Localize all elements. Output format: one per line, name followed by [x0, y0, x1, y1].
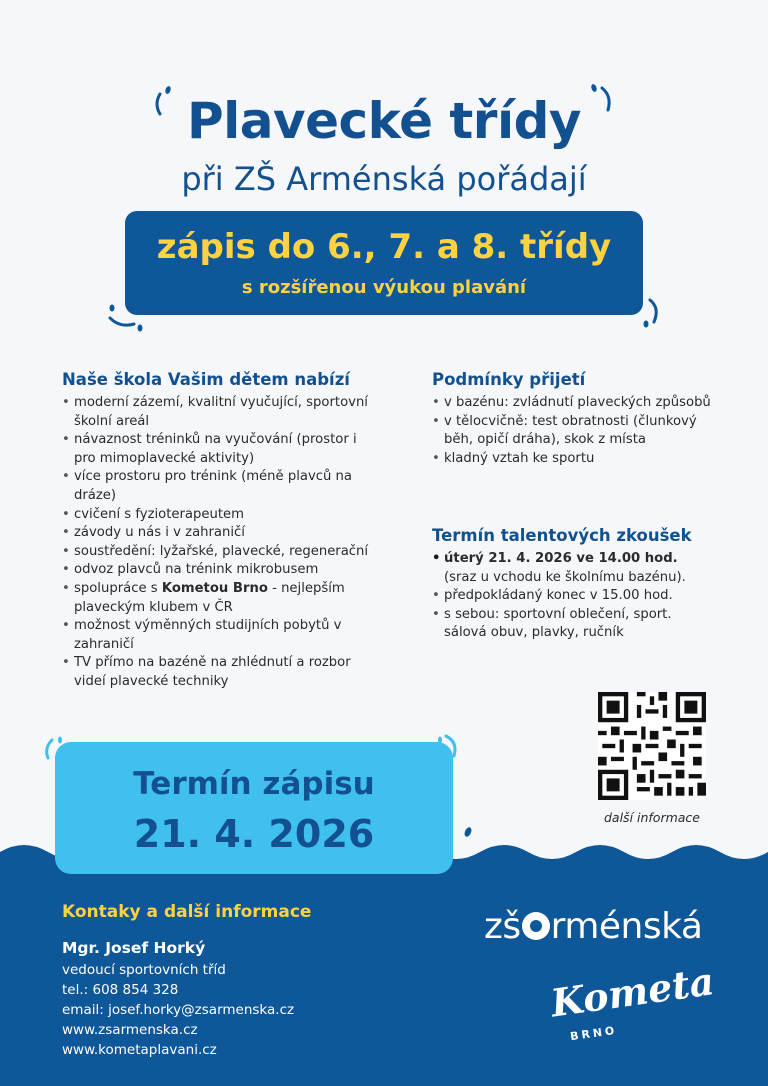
list-item: • předpokládaný konec v 15.00 hod.: [432, 587, 712, 606]
enrollment-date-box: [55, 742, 453, 874]
zs-armenska-logo: [484, 906, 714, 947]
exam-meeting: (sraz u vchodu ke školnímu bazénu).: [444, 569, 686, 585]
list-item: • návaznost tréninků na vyučování (prostor i pro mimoplavecké aktivity): [62, 431, 382, 468]
conditions-list: [432, 394, 712, 468]
contact-email[interactable]: email: josef.horky@zsarmenska.cz: [62, 1002, 295, 1018]
list-item: • s sebou: sportovní oblečení, sport. sálová obuv, plavky, ručník: [432, 606, 712, 643]
enrollment-label: Termín zápisu: [133, 766, 375, 802]
list-item: • moderní zázemí, kvalitní vyučující, sportovní školní areál: [62, 394, 382, 431]
kometa-text-post: - nejlepším plaveckým klubem v ČR: [74, 580, 345, 615]
list-item: • více prostoru pro trénink (méně plavců na dráze): [62, 468, 382, 505]
offer-heading: Naše škola Vašim dětem nabízí: [62, 370, 350, 389]
list-item: • možnost výměnných studijních pobytů v zahraničí: [62, 617, 382, 654]
list-item: [62, 580, 382, 617]
contact-web-kometa[interactable]: www.kometaplavani.cz: [62, 1042, 217, 1058]
kometa-logo-word: Kometa: [548, 958, 717, 1026]
exam-heading: Termín talentových zkoušek: [432, 526, 692, 545]
list-item: • kladný vztah ke sportu: [432, 450, 712, 469]
qr-label: další informace: [603, 810, 700, 825]
contact-heading: Kontaky a další informace: [62, 902, 312, 922]
water-splash-icon: [456, 820, 480, 844]
logo-a-icon: [522, 912, 550, 940]
kometa-text-pre: spolupráce s: [74, 580, 162, 596]
page-title: Plavecké třídy: [187, 92, 581, 150]
banner-subtitle: s rozšířenou výukou plavání: [241, 277, 527, 298]
contact-web-school[interactable]: www.zsarmenska.cz: [62, 1022, 198, 1038]
list-item: • odvoz plavců na trénink mikrobusem: [62, 561, 382, 580]
zs-logo-prefix: zš: [484, 906, 521, 947]
list-item: • závody u nás i v zahraničí: [62, 524, 382, 543]
kometa-brno-logo: [540, 958, 720, 1055]
list-item: • TV přímo na bazéně na zhlédnutí a rozbor videí plavecké techniky: [62, 654, 382, 691]
qr-code[interactable]: [598, 692, 706, 800]
contact-name: Mgr. Josef Horký: [62, 939, 206, 957]
list-item: • v bazénu: zvládnutí plaveckých způsobů: [432, 394, 712, 413]
exam-list: [432, 550, 712, 643]
exam-date-time: úterý 21. 4. 2026 ve 14.00 hod.: [444, 551, 678, 566]
offer-list: [62, 394, 382, 692]
kometa-logo-city: BRNO: [569, 1023, 619, 1044]
kometa-name: Kometou Brno: [161, 580, 268, 596]
water-splash-icon: [640, 296, 668, 332]
enrollment-banner: [125, 211, 643, 315]
page-subtitle: při ZŠ Arménská pořádají: [181, 160, 587, 198]
list-item: • v tělocvičně: test obratnosti (člunkový běh, opičí dráha), skok z místa: [432, 413, 712, 450]
zs-logo-rest: rménská: [550, 906, 703, 947]
list-item: • cvičení s fyzioterapeutem: [62, 506, 382, 525]
conditions-heading: Podmínky přijetí: [432, 370, 586, 389]
enrollment-date: 21. 4. 2026: [133, 812, 375, 856]
exam-date-item: [432, 550, 712, 587]
list-item: • soustředění: lyžařské, plavecké, regenerační: [62, 543, 382, 562]
banner-title: zápis do 6., 7. a 8. třídy: [156, 227, 612, 267]
contact-phone[interactable]: tel.: 608 854 328: [62, 982, 179, 998]
contact-role: vedoucí sportovních tříd: [62, 962, 226, 978]
